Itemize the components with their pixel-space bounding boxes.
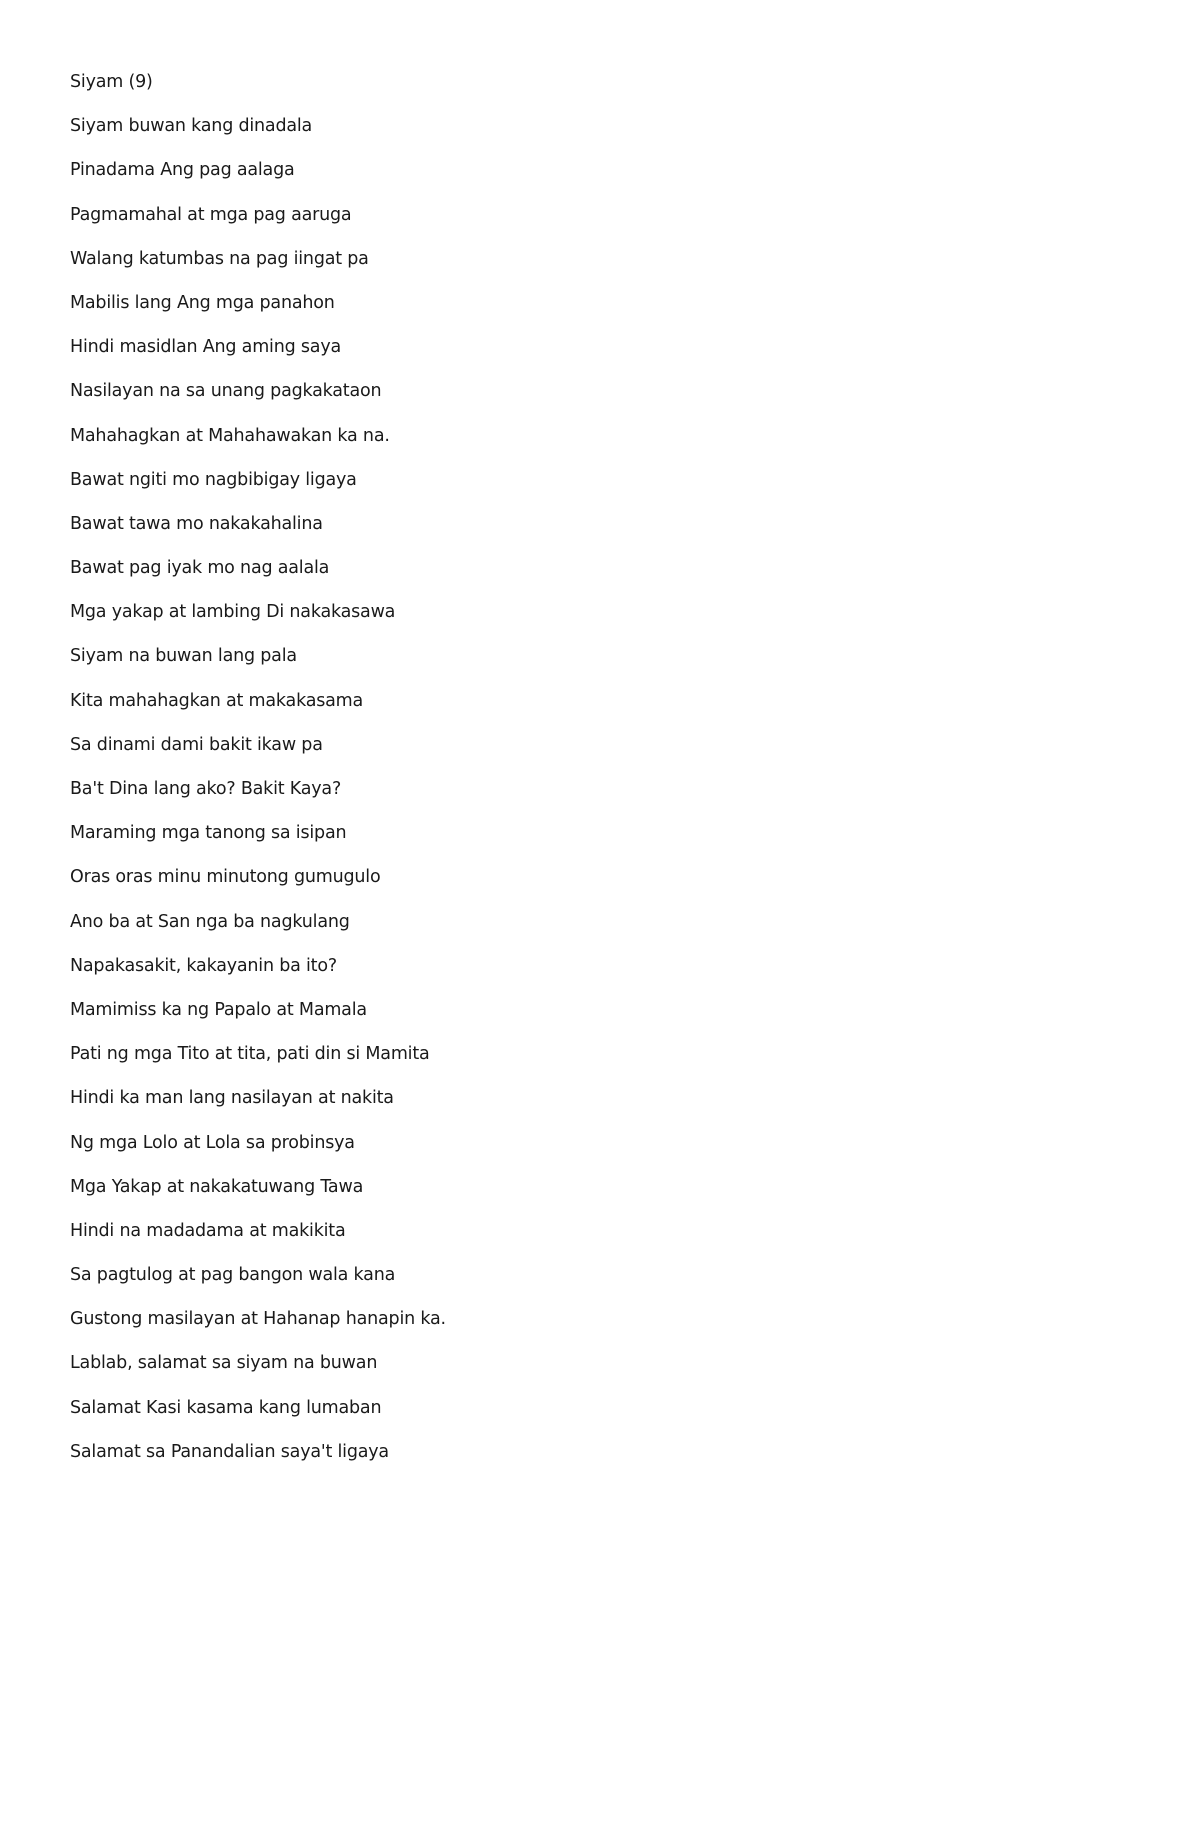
- poem-line: Napakasakit, kakayanin ba ito?: [70, 955, 337, 976]
- poem-line: Bawat tawa mo nakakahalina: [70, 513, 323, 534]
- poem-line: Maraming mga tanong sa isipan: [70, 823, 347, 844]
- poem-line: Mabilis lang Ang mga panahon: [70, 292, 335, 313]
- poem-line: Ba't Dina lang ako? Bakit Kaya?: [70, 779, 342, 799]
- poem-line: Bawat ngiti mo nagbibigay ligaya: [70, 469, 357, 490]
- poem-line: Mga yakap at lambing Di nakakasawa: [70, 602, 396, 623]
- poem-line: Siyam buwan kang dinadala: [70, 116, 313, 137]
- poem-line: Lablab, salamat sa siyam na buwan: [70, 1353, 378, 1374]
- poem-line: Hindi na madadama at makikita: [70, 1220, 346, 1241]
- poem-line: Pinadama Ang pag aalaga: [70, 160, 295, 181]
- poem-line: Oras oras minu minutong gumugulo: [70, 867, 381, 888]
- poem-line: Hindi ka man lang nasilayan at nakita: [70, 1088, 394, 1109]
- poem-line: Kita mahahagkan at makakasama: [70, 690, 364, 711]
- poem-line: Pagmamahal at mga pag aaruga: [70, 204, 352, 225]
- poem-title: Siyam (9): [70, 72, 153, 92]
- poem-line: Mamimiss ka ng Papalo at Mamala: [70, 999, 367, 1020]
- poem-line: Siyam na buwan lang pala: [70, 646, 297, 667]
- poem-line: Salamat sa Panandalian saya't ligaya: [70, 1441, 389, 1462]
- poem-line: Sa pagtulog at pag bangon wala kana: [70, 1265, 396, 1286]
- poem-line: Walang katumbas na pag iingat pa: [70, 248, 369, 269]
- poem-body: [70, 72, 1130, 1486]
- poem-line: Bawat pag iyak mo nag aalala: [70, 558, 330, 579]
- poem-line: Ano ba at San nga ba nagkulang: [70, 911, 350, 932]
- poem-line: Mahahagkan at Mahahawakan ka na.: [70, 425, 390, 446]
- poem-line: Sa dinami dami bakit ikaw pa: [70, 734, 323, 755]
- poem-line: Salamat Kasi kasama kang lumaban: [70, 1397, 382, 1418]
- poem-line: Hindi masidlan Ang aming saya: [70, 337, 341, 358]
- poem-line: Nasilayan na sa unang pagkakataon: [70, 381, 382, 402]
- poem-line: Gustong masilayan at Hahanap hanapin ka.: [70, 1309, 446, 1330]
- poem-line: Mga Yakap at nakakatuwang Tawa: [70, 1176, 364, 1197]
- poem-line: Pati ng mga Tito at tita, pati din si Mamita: [70, 1044, 430, 1065]
- poem-line: Ng mga Lolo at Lola sa probinsya: [70, 1132, 355, 1153]
